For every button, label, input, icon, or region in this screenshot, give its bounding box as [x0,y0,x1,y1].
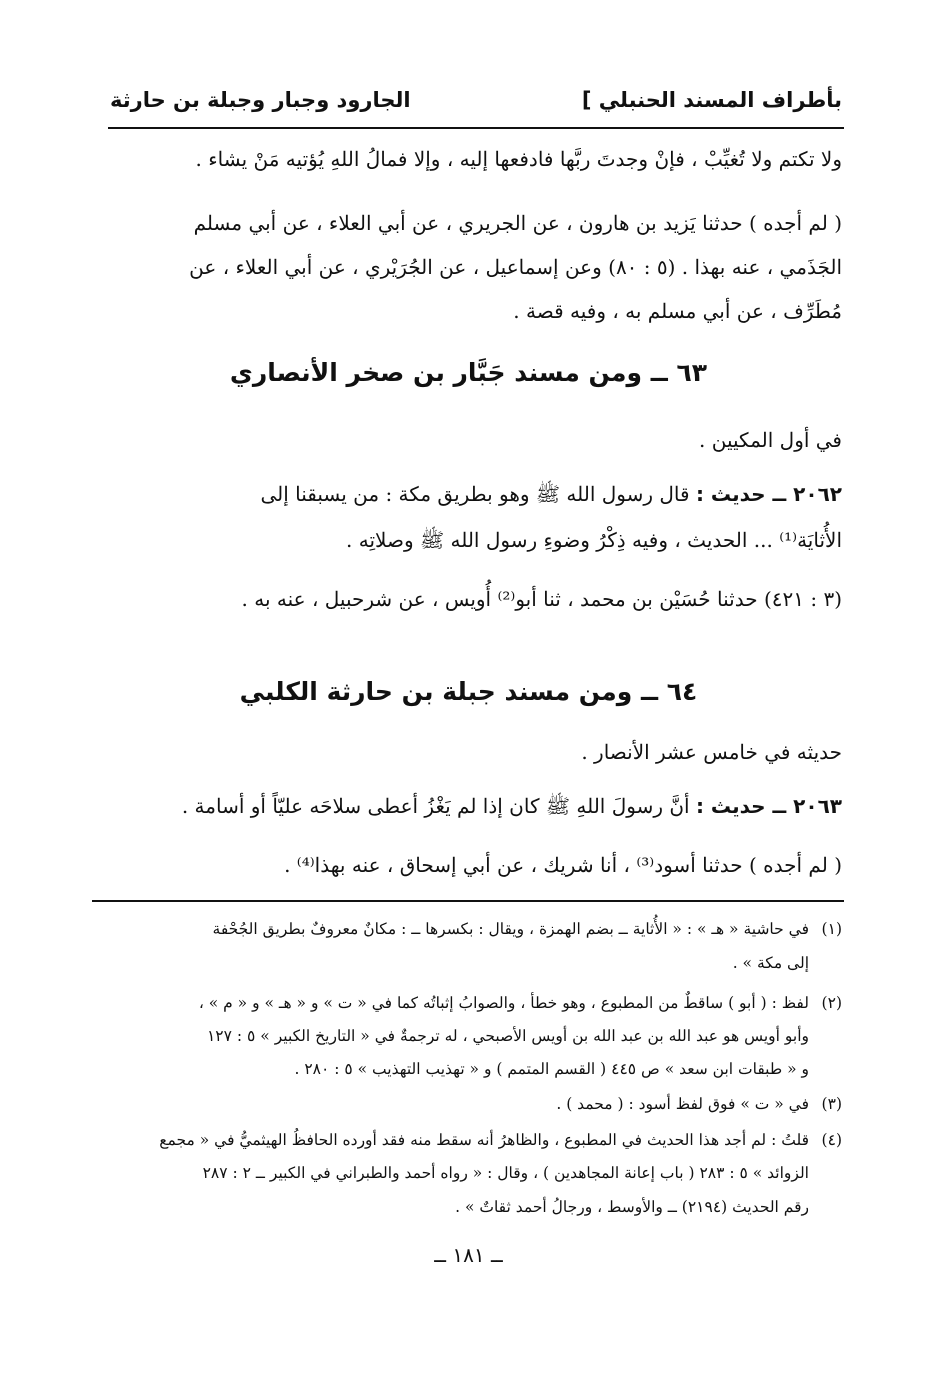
hadith-2063-line-1 [182,794,842,823]
hadith-2062-text-1: قال رسول الله ﷺ وهو بطريق مكة : من يسبقنا إلى [260,482,690,506]
footnote-rule [92,900,844,902]
section63-intro: في أول المكيين . [699,428,842,452]
section64-intro: حديثه في خامس عشر الأنصار . [581,740,842,764]
footnote-1-line-1: في حاشية « هـ » : « الأُثاية ــ بضم الهمزة ، ويقال : بكسرها ــ : مكانٌ معروفٌ بطريق الجُحْفة [212,920,809,938]
running-header-left: الجارود وجبار وجبلة بن حارثة [110,88,411,112]
footnote-2-line-1: لفظ : ( أبو ) ساقطٌ من المطبوع ، وهو خطأ ، والصوابُ إثباتُه كما في « ت » و « هـ » و « م » ، [198,994,809,1012]
page-number: ــ ١٨١ ــ [434,1243,503,1267]
hadith-2062-number: ٢٠٦٢ ــ حديث : [695,482,842,506]
footnote-2-line-3: و « طبقات ابن سعد » ص ٤٤٥ ( القسم المتمم ) و « تهذيب التهذيب » ٥ : ٢٨٠ . [294,1060,809,1078]
hadith-2063-number: ٢٠٦٣ ــ حديث : [695,794,842,818]
hadith-2063-isnad: ( لم أجده ) حدثنا أسود⁽³⁾ ، أنا شريك ، عن أبي إسحاق ، عنه بهذا⁽⁴⁾ . [284,853,842,877]
section-heading-63: ٦٣ ــ ومن مسند جَبَّار بن صخر الأنصاري [229,358,708,387]
hadith-2062-line-2: الأُثايَة⁽¹⁾ ... الحديث ، وفيه ذِكْرُ وضوءِ رسول الله ﷺ وصلاتِه . [346,528,842,552]
footnote-4-number: (٤) [821,1131,842,1149]
body-line-3: الجَذَمي ، عنه بهذا . (٥ : ٨٠) وعن إسماعيل ، عن الجُرَيْري ، عن أبي العلاء ، عن [189,255,842,279]
footnote-4-line-2: الزوائد » ٥ : ٢٨٣ ( باب إعانة المجاهدين ) ، وقال : « رواه أحمد والطبراني في الكبير ــ ٢ : ٢٨٧ [202,1164,809,1182]
header-rule [108,127,844,129]
footnote-3-line-1: في « ت » فوق لفظ أسود : ( محمد ) . [556,1095,809,1113]
section-heading-64: ٦٤ ــ ومن مسند جبلة بن حارثة الكلبي [239,677,698,706]
footnote-3-number: (٣) [821,1095,842,1113]
body-line-2: ( لم أجده ) حدثنا يَزيد بن هارون ، عن الجريري ، عن أبي العلاء ، عن أبي مسلم [193,211,842,235]
hadith-2063-text-1: أنَّ رسولَ اللهِ ﷺ كان إذا لم يَغْزُ أعطى سلاحَه عليّاً أو أسامة . [181,794,690,818]
body-line-4: مُطَرِّف ، عن أبي مسلم به ، وفيه قصة . [513,299,842,323]
footnote-1-number: (١) [821,920,842,938]
body-line-1: ولا تكتم ولا تُغيِّبْ ، فإنْ وجدتَ ربَّها فادفعها إليه ، وإلا فمالُ اللهِ يُؤتيه مَنْ يشاء . [195,147,842,171]
footnote-1-line-2: إلى مكة » . [732,954,809,972]
hadith-2062-isnad: (٣ : ٤٢١) حدثنا حُسَيْن بن محمد ، ثنا أبو⁽²⁾ أُويس ، عن شرحبيل ، عنه به . [241,587,842,611]
footnote-2-line-2: وأبو أويس هو عبد الله بن عبد الله بن أويس الأصبحي ، له ترجمةٌ في « التاريخ الكبير » ٥ : ١٢٧ [206,1027,809,1045]
footnote-4-line-3: رقم الحديث (٢١٩٤) ــ والأوسط ، ورجالُ أحمد ثقاتٌ » . [455,1198,809,1216]
hadith-2062-line-1 [260,482,842,511]
footnote-4-line-1: قلتُ : لم أجد هذا الحديث في المطبوع ، والظاهرُ أنه سقط منه فقد أورده الحافظُ الهيثميُّ في « مجمع [159,1131,809,1149]
footnote-2-number: (٢) [821,994,842,1012]
running-header-right: بأطراف المسند الحنبلي ] [581,88,842,112]
